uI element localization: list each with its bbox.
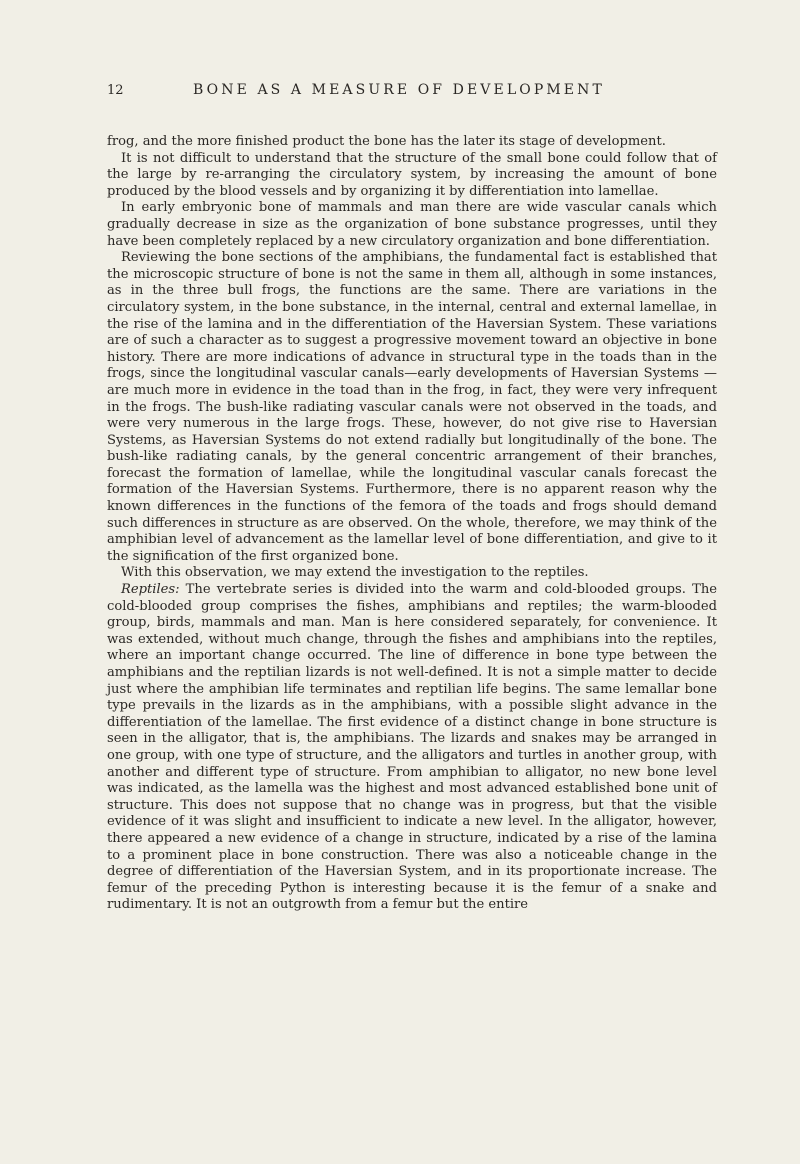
page-number: 12 xyxy=(107,83,124,98)
paragraph: frog, and the more finished product the bone has the later its stage of development. xyxy=(107,134,666,149)
page xyxy=(107,82,717,914)
paragraph: It is not difficult to understand that the structure of the small bone could follow that of the large by re-arranging the circulatory system, by increasing the amount of bone produced by the blood vessels and by organizing it by differentiation into lamellae. xyxy=(107,150,717,199)
running-head xyxy=(107,82,717,108)
paragraph: In early embryonic bone of mammals and man there are wide vascular canals which gradually decrease in size as the organization of bone substance progresses, until they have been completely replaced by a new circulatory organization and bone differentiation. xyxy=(107,200,717,249)
paragraph: Reviewing the bone sections of the amphibians, the fundamental fact is established that the microscopic structure of bone is not the same in them all, although in some instances, as in the three bull frogs, the functions are the same. There are variations in the circulatory system, in the bone substance, in the internal, central and external lamellae, in the rise of the lamina and in the differentiation of the Haversian System. These variations are of such a character as to suggest a progressive movement toward an objective in bone history. There are more indications of advance in structural type in the toads than in the frogs, since the longitudinal vascular canals—early developments of Haversian Systems —are much more in evidence in the toad than in the frog, in fact, they were very infrequent in the frogs. The bush-like radiating vascular canals were not observed in the toads, and were very numerous in the large frogs. These, however, do not give rise to Haversian Systems, as Haversian Systems do not extend radially but longitudinally of the bone. The bush-like radiating canals, by the general concentric arrangement of their branches, forecast the formation of lamellae, while the longitudinal vascular canals forecast the formation of the Haversian Systems. Furthermore, there is no apparent reason why the known differences in the functions of the femora of the toads and frogs should demand such differences in structure as are observed. On the whole, therefore, we may think of the amphibian level of advancement as the lamellar level of bone differentiation, and give to it the signification of the first organized bone. xyxy=(107,250,717,564)
paragraph-text: The vertebrate series is divided into the warm and cold-blooded groups. The cold-blooded group comprises the fishes, amphibians and reptiles; the warm-blooded group, birds, mammals and man. Man is here considered separately, for convenience. It was extended, without much change, through the fishes and amphibians into the reptiles, where an important change occurred. The line of difference in bone type between the amphibians and the reptilian lizards is not well-defined. It is not a simple matter to decide just where the amphibian life terminates and reptilian life begins. The same lemallar bone type prevails in the lizards as in the amphibians, with a possible slight advance in the differentiation of the lamellae. The first evidence of a distinct change in bone structure is seen in the alligator, that is, the amphibians. The lizards and snakes may be arranged in one group, with one type of structure, and the alligators and turtles in another group, with another and different type of structure. From amphibian to alligator, no new bone level was indicated, as the lamella was the highest and most advanced established bone unit of structure. This does not suppose that no change was in progress, but that the visible evidence of it was slight and insufficient to indicate a new level. In the alligator, however, there appeared a new evidence of a change in structure, indicated by a rise of the lamina to a prominent place in bone construction. There was also a noticeable change in the degree of differentiation of the Haversian System, and in its proportionate increase. The femur of the preceding Python is interesting because it is the femur of a snake and rudimentary. It is not an outgrowth from a femur but the entire xyxy=(107,582,717,913)
paragraph-reptiles xyxy=(107,582,717,914)
running-title: BONE AS A MEASURE OF DEVELOPMENT xyxy=(193,82,605,98)
body-text xyxy=(107,134,717,914)
paragraph: With this observation, we may extend the investigation to the reptiles. xyxy=(121,565,589,581)
section-lead-reptiles: Reptiles: xyxy=(121,582,180,598)
